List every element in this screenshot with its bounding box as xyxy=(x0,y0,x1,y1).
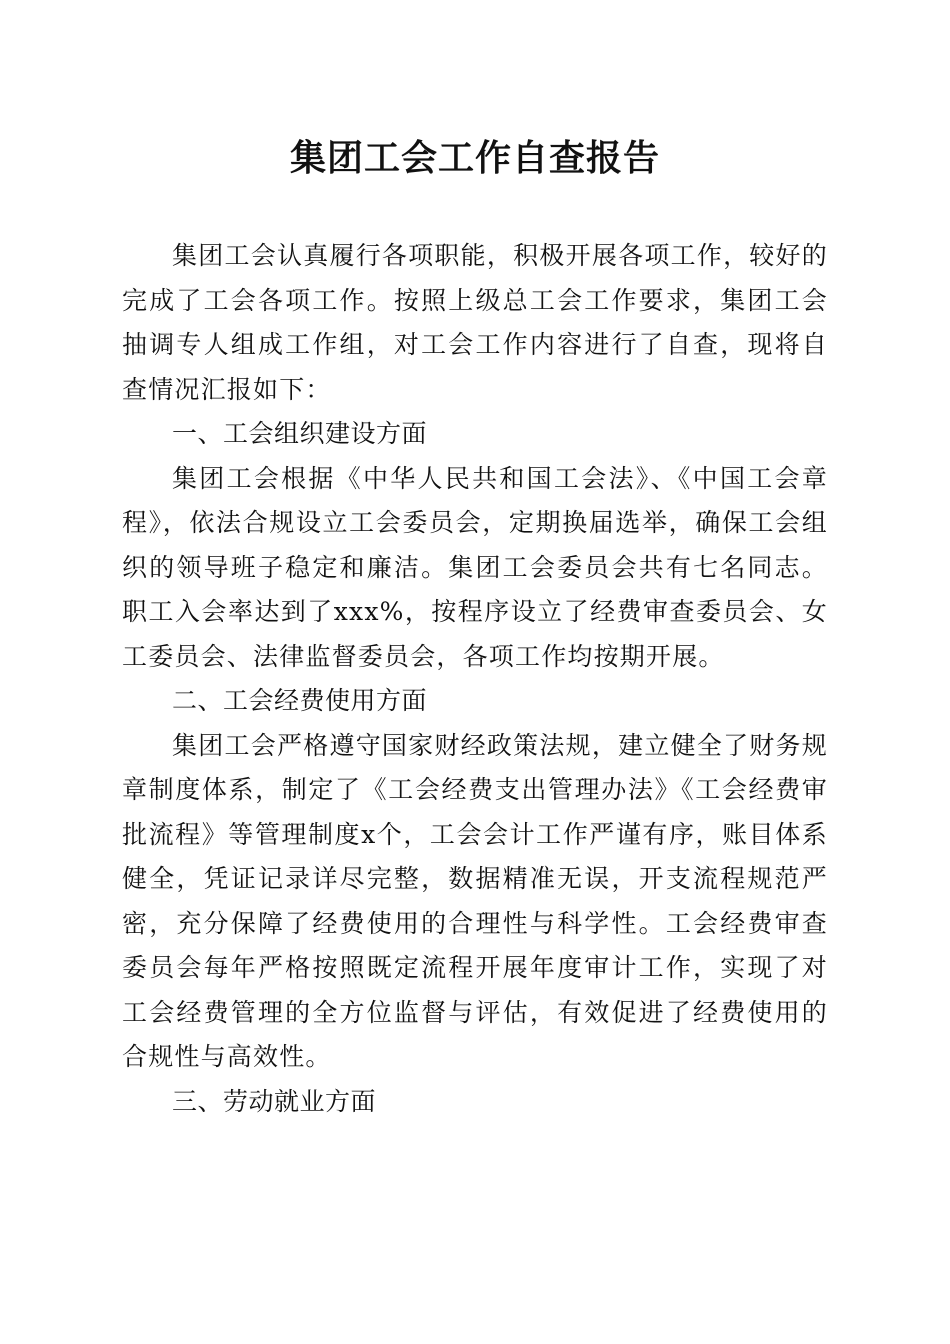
section-heading-organization: 一、工会组织建设方面 xyxy=(172,419,428,448)
section-heading-employment: 三、劳动就业方面 xyxy=(172,1086,377,1116)
section-paragraph-funding: 集团工会严格遵守国家财经政策法规，建立健全了财务规章制度体系，制定了《工会经费支出管理办法》《工会经费审批流程》等管理制度x个，工会会计工作严谨有序，账目体系健全，凭证记录详尽完整，数据精准无误，开支流程规范严密，充分保障了经费使用的合理性与科学性。工会经费审查委员会每年严格按照既定流程开展年度审计工作，实现了对工会经费管理的全方位监督与评估，有效促进了经费使用的合规性与高效性。 xyxy=(122,730,828,1071)
document-title: 集团工会工作自查报告 xyxy=(289,137,660,179)
section-paragraph-organization: 集团工会根据《中华人民共和国工会法》、《中国工会章程》，依法合规设立工会委员会，定期换届选举，确保工会组织的领导班子稳定和廉洁。集团工会委员会共有七名同志。职工入会率达到了xxx%，按程序设立了经费审查委员会、女工委员会、法律监督委员会，各项工作均按期开展。 xyxy=(122,463,828,671)
intro-paragraph: 集团工会认真履行各项职能，积极开展各项工作，较好的完成了工会各项工作。按照上级总工会工作要求，集团工会抽调专人组成工作组，对工会工作内容进行了自查，现将自查情况汇报如下： xyxy=(122,241,828,404)
section-heading-funding: 二、工会经费使用方面 xyxy=(172,686,428,715)
document-body xyxy=(122,234,828,1124)
